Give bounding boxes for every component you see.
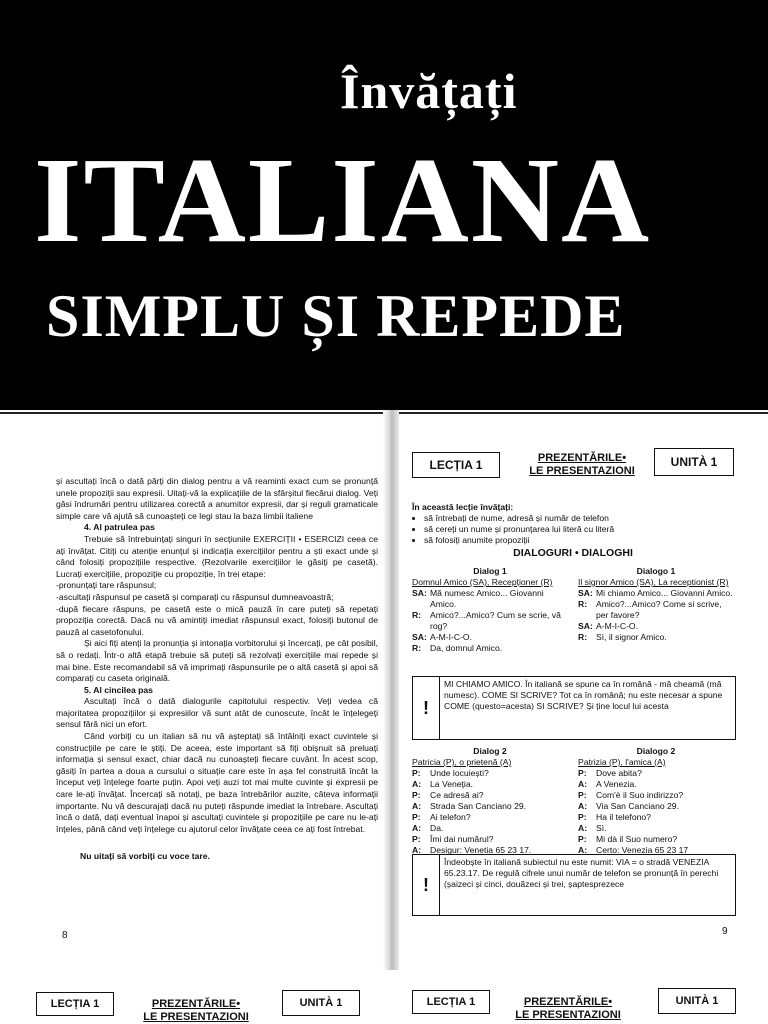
line-text: Ce adresă ai?	[430, 790, 484, 800]
cover-subtitle: Învățați	[340, 63, 518, 119]
speaker-label: A:	[578, 823, 588, 833]
line-text: Mă numesc Amico... Giovanni Amico.	[430, 588, 544, 609]
speaker-label: SA:	[412, 588, 427, 598]
dialog-line	[578, 599, 734, 621]
note-text-1: MI CHIAMO AMICO. În italiană se spune ca în română - mă cheamă (mă numesc). COME SI SCRIVE? Tot ca în română; nu este necesar a spune COME (questo=acesta) SI SCRIVE? Și ține locul lui acesta	[444, 679, 723, 711]
speaker-label: P:	[578, 812, 587, 822]
dialog-line	[412, 812, 568, 823]
speaker-label: SA:	[578, 621, 593, 631]
speaker-label: A:	[412, 845, 422, 855]
line-text: Da, domnul Amico.	[430, 643, 503, 653]
speaker-label: P:	[412, 768, 421, 778]
line-text: Ai telefon?	[430, 812, 471, 822]
section-heading: 5. Al cincilea pas	[84, 684, 153, 695]
paragraph: Când vorbiți cu un italian să nu vă așteptați să întâlniți exact cuvintele și construcțiile pe care le știți. De aceea, este important să fiți obișnuit să preluați informația și sensul exact, chiar dacă nu cunoașteți fiecare cuvânt. În acest scop, găsiți în partea a doua a cursului o situație care este în așa fel construită încât la început veți înțelege foarte puțin. Apoi veți auzi tot mai multe cuvinte și expresii pe care le-ați învățat. Încercați să notați, pe baza întrebărilor auzite, câteva informații importante. Nu vă descurajați dacă nu puteți răspunde imediat la întrebare. Ascultați încă o dată, dați eventual înapoi și ascultați cuvintele și propozițiile pe care nu le-ați înțeles, până când veți înțelege cu ajutorul celor învățate ceea ce ați fost întrebat.	[56, 731, 378, 834]
dialog-line	[412, 790, 568, 801]
line-text: Mi chiamo Amico... Giovanni Amico.	[596, 588, 733, 598]
unit-box: UNITÀ 1	[654, 448, 734, 476]
lesson-title-next-2	[498, 996, 638, 1022]
lesson-title	[512, 452, 652, 478]
dialog-line	[412, 610, 568, 632]
intro-title: În această lecție învățați:	[412, 502, 514, 512]
note-text-2: Îndeobște în italiană subiectul nu este numit: VIA = o stradă VENEZIA 65.23.17. De regulă cifrele unui număr de telefon se pronunță în perechi (șaizeci și cinci, douăzeci și trei, șaptesprezece	[444, 857, 719, 889]
paragraph: și ascultați încă o dată părți din dialog pentru a vă reaminti exact cum se pronunță unele propoziții sau expresii. Uitați-vă la explicațiile de la sfârșitul fiecărui dialog. Veți găsi îndrumări pentru utilizarea corectă a anumitor expresii, dar și reguli gramaticale simple care vă ajută să cunoașteți ce legi stau la baza limbii italiene	[56, 476, 378, 521]
line-text: Amico?...Amico? Come si scrive, per favore?	[596, 599, 722, 620]
line-text: Certo: Venezia 65 23 17	[596, 845, 689, 855]
dialog-line	[412, 632, 568, 643]
line-text: Ha il telefono?	[596, 812, 651, 822]
speaker-label: R:	[412, 643, 422, 653]
note-box-2	[412, 854, 736, 916]
dialog-line	[578, 632, 734, 643]
dialog-speakers: Patrizia (P), l'amica (A)	[578, 757, 666, 767]
dialog-line	[412, 834, 568, 845]
lesson-intro	[412, 502, 734, 546]
dialog-line	[412, 643, 568, 654]
lesson-title-it-next-2: LE PRESENTAZIONI	[515, 1009, 621, 1021]
exclamation-icon: !	[413, 677, 440, 739]
line-text: Desigur: Venetia 65 23 17.	[430, 845, 532, 855]
intro-item: • să folosiți anumite propoziții	[424, 535, 734, 546]
dialog2-ro	[412, 746, 568, 856]
speaker-label: P:	[578, 768, 587, 778]
lesson-title-ro-next-2: PREZENTĂRILE•	[523, 996, 613, 1008]
intro-list	[412, 513, 734, 546]
dialog-line	[578, 801, 734, 812]
line-text: Dove abita?	[596, 768, 642, 778]
line-text: A-M-I-C-O.	[430, 632, 473, 642]
dialog-line	[578, 812, 734, 823]
cover-tagline: SIMPLU ȘI REPEDE	[46, 283, 626, 349]
line-text: Sì, il signor Amico.	[596, 632, 667, 642]
paragraph: -pronunțați tare răspunsul;	[56, 580, 157, 591]
speaker-label: A:	[578, 801, 588, 811]
dialog-line	[412, 588, 568, 610]
line-text: A-M-I-C-O.	[596, 621, 639, 631]
cover-banner	[0, 0, 768, 410]
dialog-heading: Dialog 2	[473, 746, 507, 756]
lesson-title-ro-next: PREZENTĂRILE•	[151, 998, 241, 1010]
dialog-line	[578, 779, 734, 790]
line-text: Com'è il Suo indirizzo?	[596, 790, 684, 800]
lesson-box-next-2: LECȚIA 1	[412, 990, 490, 1014]
line-text: A Venezia.	[596, 779, 637, 789]
dialog1-ro	[412, 566, 568, 654]
speaker-label: A:	[578, 779, 588, 789]
line-text: Îmi dai numărul?	[430, 834, 494, 844]
paragraph: Ascultați încă o dată dialogurile capitolului respectiv. Veți vedea că majoritatea propozițiilor și expresiilor vă sunt atât de cunoscute, încât le înțelegeți sensul fără nici un efort.	[56, 696, 378, 730]
speaker-label: P:	[412, 834, 421, 844]
speaker-label: A:	[412, 779, 422, 789]
speaker-label: A:	[412, 801, 422, 811]
book-spread	[0, 410, 768, 1024]
line-text: Via San Canciano 29.	[596, 801, 679, 811]
unit-box-next: UNITÀ 1	[282, 990, 360, 1016]
paragraph: -ascultați răspunsul pe casetă și comparați cu răspunsul dumneavoastră;	[56, 591, 334, 602]
speaker-label: SA:	[412, 632, 427, 642]
intro-item: • să întrebați de nume, adresă și număr de telefon	[424, 513, 734, 524]
dialog-line	[578, 790, 734, 801]
next-page-left-header	[30, 950, 370, 1024]
dialog-line	[412, 779, 568, 790]
lesson-title-next	[126, 998, 266, 1024]
line-text: Unde locuiești?	[430, 768, 489, 778]
paragraph: Trebuie să întrebuințați singuri în secțiunile EXERCIȚII • ESERCIZI ceea ce ați învățat. Citiți cu atenție enunțul și indicația exercițiilor pentru a ști exact unde și când folosiți propozițiile respective. (Rezolvarile exercițiilor le găsiți pe casetă). Lucrați exercițiile, propoziție cu propoziție, în trei etape:	[56, 533, 378, 579]
left-page-number: 8	[62, 930, 68, 941]
paragraph: -după fiecare răspuns, pe casetă este o mică pauză în care puteți să repetați propoziția corectă. Dacă nu vă amintiți imediat răspunsul exact, folosiți butonul de pauză al casetofonului.	[56, 603, 378, 637]
next-page-right-header	[412, 950, 738, 1024]
speaker-label: R:	[578, 632, 588, 642]
line-text: Da.	[430, 823, 444, 833]
line-text: Sì.	[596, 823, 607, 833]
line-text: Amico?...Amico? Cum se scrie, vă rog?	[430, 610, 561, 631]
note-box-1	[412, 676, 736, 740]
speaker-label: P:	[578, 790, 587, 800]
dialog-line	[578, 823, 734, 834]
speaker-label: R:	[412, 610, 422, 620]
paragraph: Și aici fiți atenți la pronunția și intonația vorbitorului și încercați, pe cât posibil, să o redați. Într-o altă etapă trebuie să puteți să rezolvați exercițiile mai repede și mai bine. Este recomandabil să vă imprimați răspunsurile pe o altă casetă și apoi să comparați cu caseta originală.	[56, 638, 378, 684]
lesson-box: LECȚIA 1	[412, 452, 500, 478]
book-gutter	[383, 410, 399, 970]
line-text: Strada San Canciano 29.	[430, 801, 527, 811]
right-page-number: 9	[722, 926, 728, 937]
section-heading: 4. Al patrulea pas	[84, 522, 155, 533]
dialog-speakers: Domnul Amico (SA), Recepționer (R)	[412, 577, 553, 587]
speaker-label: R:	[578, 599, 588, 609]
dialog1-it	[578, 566, 734, 643]
line-text: Mi dà il Suo numero?	[596, 834, 678, 844]
dialog-line	[578, 621, 734, 632]
unit-box-next-2: UNITÀ 1	[658, 988, 736, 1014]
dialog-heading: Dialogo 2	[636, 746, 676, 756]
dialog-line	[578, 588, 734, 599]
speaker-label: SA:	[578, 588, 593, 598]
dialog-heading: Dialogo 1	[636, 566, 676, 576]
lesson-title-it: LE PRESENTAZIONI	[529, 465, 635, 477]
lesson-box-next: LECȚIA 1	[36, 992, 114, 1016]
line-text: La Veneția.	[430, 779, 474, 789]
speaker-label: P:	[412, 812, 421, 822]
lesson-title-ro: PREZENTĂRILE•	[537, 452, 627, 464]
speaker-label: P:	[412, 790, 421, 800]
dialog-line	[412, 768, 568, 779]
dialog2-it	[578, 746, 734, 856]
dialog-line	[578, 834, 734, 845]
dialog-section-title: DIALOGURI • DIALOGHI	[513, 547, 633, 559]
dialog-speakers: Il signor Amico (SA), La receptionist (R)	[578, 577, 729, 587]
dialog-speakers: Patricia (P), o prietenă (A)	[412, 757, 512, 767]
lesson-title-it-next: LE PRESENTAZIONI	[143, 1011, 249, 1023]
dialog-line	[578, 768, 734, 779]
dialog-line	[412, 801, 568, 812]
dialog-line	[412, 823, 568, 834]
speaker-label: A:	[412, 823, 422, 833]
left-page-text	[56, 476, 378, 863]
cover-title: ITALIANA	[34, 133, 652, 268]
speaker-label: P:	[578, 834, 587, 844]
intro-item: • să cereți un nume și pronunțarea lui literă cu literă	[424, 524, 734, 535]
dialog-heading: Dialog 1	[473, 566, 507, 576]
speaker-label: A:	[578, 845, 588, 855]
paragraph: Nu uitați să vorbiți cu voce tare.	[80, 851, 210, 862]
exclamation-icon: !	[413, 855, 440, 915]
